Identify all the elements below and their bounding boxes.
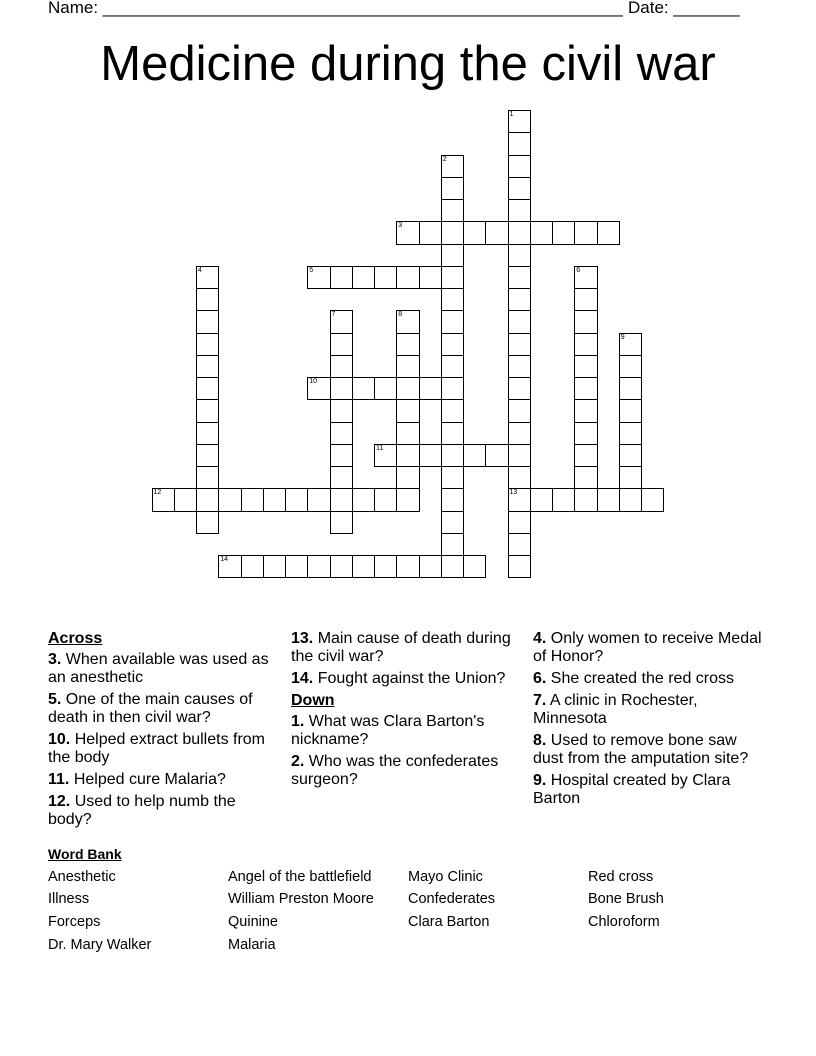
cell-number: 5	[309, 266, 314, 274]
word-bank-item: Illness	[48, 891, 90, 907]
crossword-cell[interactable]	[441, 377, 464, 400]
cell-number: 4	[198, 266, 202, 274]
crossword-cell[interactable]	[196, 511, 219, 534]
crossword-cell[interactable]	[285, 555, 308, 578]
crossword-cell[interactable]	[574, 310, 597, 333]
clue-item: 2. Who was the confederates surgeon?	[291, 753, 499, 788]
crossword-cell[interactable]	[330, 355, 353, 378]
clue-item: 9. Hospital created by Clara Barton	[533, 772, 731, 807]
crossword-cell[interactable]	[574, 288, 597, 311]
crossword-cell[interactable]	[396, 488, 419, 511]
crossword-cell[interactable]	[330, 310, 353, 333]
down-heading: Down	[291, 692, 335, 709]
crossword-cell[interactable]	[574, 355, 597, 378]
crossword-cell[interactable]	[574, 377, 597, 400]
crossword-cell[interactable]	[508, 221, 531, 244]
crossword-cell[interactable]	[419, 221, 442, 244]
cell-number: 2	[442, 155, 447, 163]
crossword-cell[interactable]	[441, 310, 464, 333]
crossword-cell[interactable]	[307, 488, 330, 511]
crossword-cell[interactable]	[508, 488, 531, 511]
crossword-cell[interactable]	[508, 466, 531, 489]
clues-column-1	[48, 630, 273, 833]
word-bank-item: Malaria	[228, 937, 276, 953]
crossword-cell[interactable]	[330, 422, 353, 445]
crossword-cell[interactable]	[552, 221, 575, 244]
crossword-cell[interactable]	[441, 444, 464, 467]
crossword-cell[interactable]	[374, 444, 397, 467]
crossword-cell[interactable]	[530, 221, 553, 244]
crossword-cell[interactable]	[285, 488, 308, 511]
word-bank-item: Forceps	[48, 914, 101, 930]
crossword-cell[interactable]	[619, 399, 642, 422]
clue-item: 12. Used to help numb the body?	[48, 793, 236, 828]
clue-item: 11. Helped cure Malaria?	[48, 771, 226, 788]
crossword-cell[interactable]	[419, 377, 442, 400]
crossword-cell[interactable]	[196, 355, 219, 378]
crossword-cell[interactable]	[441, 266, 464, 289]
crossword-cell[interactable]	[441, 221, 464, 244]
word-bank-item: Confederates	[408, 891, 496, 907]
crossword-cell[interactable]	[597, 221, 620, 244]
crossword-cell[interactable]	[419, 444, 442, 467]
across-heading: Across	[48, 630, 103, 647]
crossword-cell[interactable]	[396, 355, 419, 378]
crossword-cell[interactable]	[508, 110, 531, 133]
cell-number: 3	[398, 222, 403, 230]
crossword-cell[interactable]	[441, 422, 464, 445]
crossword-cell[interactable]	[441, 533, 464, 556]
cell-number: 8	[398, 311, 403, 319]
crossword-cell[interactable]	[196, 466, 219, 489]
crossword-cell[interactable]	[508, 511, 531, 534]
crossword-cell[interactable]	[307, 266, 330, 289]
crossword-cell[interactable]	[508, 266, 531, 289]
crossword-cell[interactable]	[396, 422, 419, 445]
crossword-cell[interactable]	[352, 266, 375, 289]
crossword-cell[interactable]	[196, 422, 219, 445]
crossword-cell[interactable]	[441, 555, 464, 578]
crossword-cell[interactable]	[374, 488, 397, 511]
cell-number: 14	[220, 556, 229, 563]
word-bank-item: Bone Brush	[588, 891, 664, 907]
clue-item: 8. Used to remove bone saw dust from the amputation site?	[533, 732, 749, 767]
date-field-label: Date: _______	[628, 0, 740, 17]
crossword-cell[interactable]	[196, 266, 219, 289]
crossword-cell[interactable]	[330, 511, 353, 534]
crossword-cell[interactable]	[619, 466, 642, 489]
crossword-cell[interactable]	[352, 555, 375, 578]
crossword-cell[interactable]	[241, 488, 264, 511]
crossword-cell[interactable]	[419, 266, 442, 289]
crossword-cell[interactable]	[352, 488, 375, 511]
crossword-cell[interactable]	[196, 333, 219, 356]
cell-number: 7	[331, 311, 336, 319]
crossword-cell[interactable]	[574, 466, 597, 489]
clue-item: 1. What was Clara Barton's nickname?	[291, 713, 485, 748]
crossword-cell[interactable]	[463, 555, 486, 578]
crossword-cell[interactable]	[574, 422, 597, 445]
word-bank-item: Anesthetic	[48, 869, 116, 885]
crossword-cell[interactable]	[574, 221, 597, 244]
crossword-cell[interactable]	[174, 488, 197, 511]
crossword-cell[interactable]	[330, 555, 353, 578]
crossword-cell[interactable]	[508, 399, 531, 422]
cell-number: 12	[153, 489, 162, 497]
cell-number: 10	[309, 378, 318, 385]
crossword-cell[interactable]	[330, 266, 353, 289]
crossword-cell[interactable]	[419, 555, 442, 578]
crossword-cell[interactable]	[396, 266, 419, 289]
crossword-cell[interactable]	[330, 333, 353, 356]
crossword-cell[interactable]	[508, 132, 531, 155]
crossword-cell[interactable]	[508, 155, 531, 178]
clues-column-2	[291, 630, 513, 793]
cell-number: 9	[620, 333, 625, 341]
word-bank-item: Chloroform	[588, 914, 660, 930]
crossword-cell[interactable]	[352, 377, 375, 400]
clue-item: 6. She created the red cross	[533, 670, 735, 687]
crossword-cell[interactable]	[508, 244, 531, 267]
crossword-cell[interactable]	[441, 355, 464, 378]
crossword-cell[interactable]	[485, 444, 508, 467]
crossword-cell[interactable]	[218, 555, 241, 578]
crossword-cell[interactable]	[508, 333, 531, 356]
crossword-cell[interactable]	[508, 422, 531, 445]
crossword-cell[interactable]	[530, 488, 553, 511]
crossword-cell[interactable]	[508, 444, 531, 467]
word-bank-item: Quinine	[228, 914, 278, 930]
crossword-cell[interactable]	[374, 266, 397, 289]
crossword-cell[interactable]	[508, 555, 531, 578]
crossword-cell[interactable]	[508, 377, 531, 400]
crossword-cell[interactable]	[307, 555, 330, 578]
word-bank-item: Clara Barton	[408, 914, 490, 930]
word-bank-title: Word Bank	[48, 846, 122, 862]
crossword-cell[interactable]	[441, 288, 464, 311]
crossword-cell[interactable]	[485, 221, 508, 244]
crossword-cell[interactable]	[508, 177, 531, 200]
clue-item: 10. Helped extract bullets from the body	[48, 731, 266, 766]
crossword-cell[interactable]	[641, 488, 664, 511]
crossword-cell[interactable]	[396, 377, 419, 400]
crossword-cell[interactable]	[396, 444, 419, 467]
crossword-cell[interactable]	[574, 266, 597, 289]
crossword-cell[interactable]	[374, 377, 397, 400]
crossword-cell[interactable]	[619, 355, 642, 378]
crossword-cell[interactable]	[152, 488, 175, 511]
page-title: Medicine during the civil war	[100, 37, 716, 91]
crossword-cell[interactable]	[574, 399, 597, 422]
crossword-cell[interactable]	[619, 377, 642, 400]
crossword-cell[interactable]	[463, 221, 486, 244]
crossword-cell[interactable]	[508, 310, 531, 333]
clue-item: 13. Main cause of death during the civil war?	[291, 630, 511, 665]
crossword-cell[interactable]	[619, 422, 642, 445]
crossword-cell[interactable]	[396, 399, 419, 422]
crossword-cell[interactable]	[619, 333, 642, 356]
crossword-cell[interactable]	[330, 444, 353, 467]
crossword-cell[interactable]	[196, 377, 219, 400]
crossword-cell[interactable]	[463, 444, 486, 467]
crossword-cell[interactable]	[396, 221, 419, 244]
crossword-cell[interactable]	[441, 399, 464, 422]
name-field-label: Name: _______________________________________________________	[48, 0, 623, 17]
crossword-cell[interactable]	[574, 444, 597, 467]
crossword-cell[interactable]	[441, 177, 464, 200]
crossword-cell[interactable]	[218, 488, 241, 511]
clue-item: 4. Only women to receive Medal of Honor?	[533, 630, 762, 665]
clue-item: 3. When available was used as an anesthetic	[48, 651, 269, 686]
crossword-cell[interactable]	[508, 533, 531, 556]
crossword-cell[interactable]	[441, 488, 464, 511]
crossword-cell[interactable]	[196, 444, 219, 467]
crossword-cell[interactable]	[574, 333, 597, 356]
clues-column-3	[533, 630, 768, 812]
cell-number: 13	[509, 489, 518, 497]
crossword-cell[interactable]	[396, 555, 419, 578]
crossword-cell[interactable]	[441, 511, 464, 534]
crossword-cell[interactable]	[307, 377, 330, 400]
word-bank-item: Mayo Clinic	[408, 869, 483, 885]
crossword-cell[interactable]	[374, 555, 397, 578]
crossword-cell[interactable]	[330, 466, 353, 489]
clue-item: 14. Fought against the Union?	[291, 670, 506, 687]
crossword-cell[interactable]	[508, 355, 531, 378]
crossword-cell[interactable]	[441, 155, 464, 178]
crossword-cell[interactable]	[241, 555, 264, 578]
cell-number: 1	[509, 111, 514, 118]
crossword-cell[interactable]	[574, 488, 597, 511]
crossword-cell[interactable]	[330, 488, 353, 511]
crossword-cell[interactable]	[263, 488, 286, 511]
crossword-cell[interactable]	[441, 333, 464, 356]
crossword-cell[interactable]	[441, 466, 464, 489]
word-bank-item: William Preston Moore	[228, 891, 374, 907]
word-bank-item: Red cross	[588, 869, 654, 885]
word-bank-item: Dr. Mary Walker	[48, 937, 152, 953]
clue-item: 7. A clinic in Rochester, Minnesota	[533, 692, 698, 727]
crossword-cell[interactable]	[619, 488, 642, 511]
crossword-cell[interactable]	[396, 333, 419, 356]
crossword-cell[interactable]	[330, 399, 353, 422]
crossword-cell[interactable]	[196, 399, 219, 422]
crossword-cell[interactable]	[196, 310, 219, 333]
crossword-cell[interactable]	[196, 488, 219, 511]
crossword-cell[interactable]	[263, 555, 286, 578]
crossword-cell[interactable]	[441, 199, 464, 222]
crossword-cell[interactable]	[619, 444, 642, 467]
crossword-cell[interactable]	[508, 199, 531, 222]
crossword-cell[interactable]	[552, 488, 575, 511]
crossword-cell[interactable]	[396, 310, 419, 333]
clue-item: 5. One of the main causes of death in then civil war?	[48, 691, 253, 726]
crossword-cell[interactable]	[396, 466, 419, 489]
crossword-cell[interactable]	[508, 288, 531, 311]
cell-number: 11	[376, 444, 384, 452]
word-bank-item: Angel of the battlefield	[228, 869, 372, 885]
cell-number: 6	[576, 266, 581, 274]
crossword-cell[interactable]	[196, 288, 219, 311]
crossword-cell[interactable]	[330, 377, 353, 400]
crossword-cell[interactable]	[597, 488, 620, 511]
crossword-cell[interactable]	[441, 244, 464, 267]
